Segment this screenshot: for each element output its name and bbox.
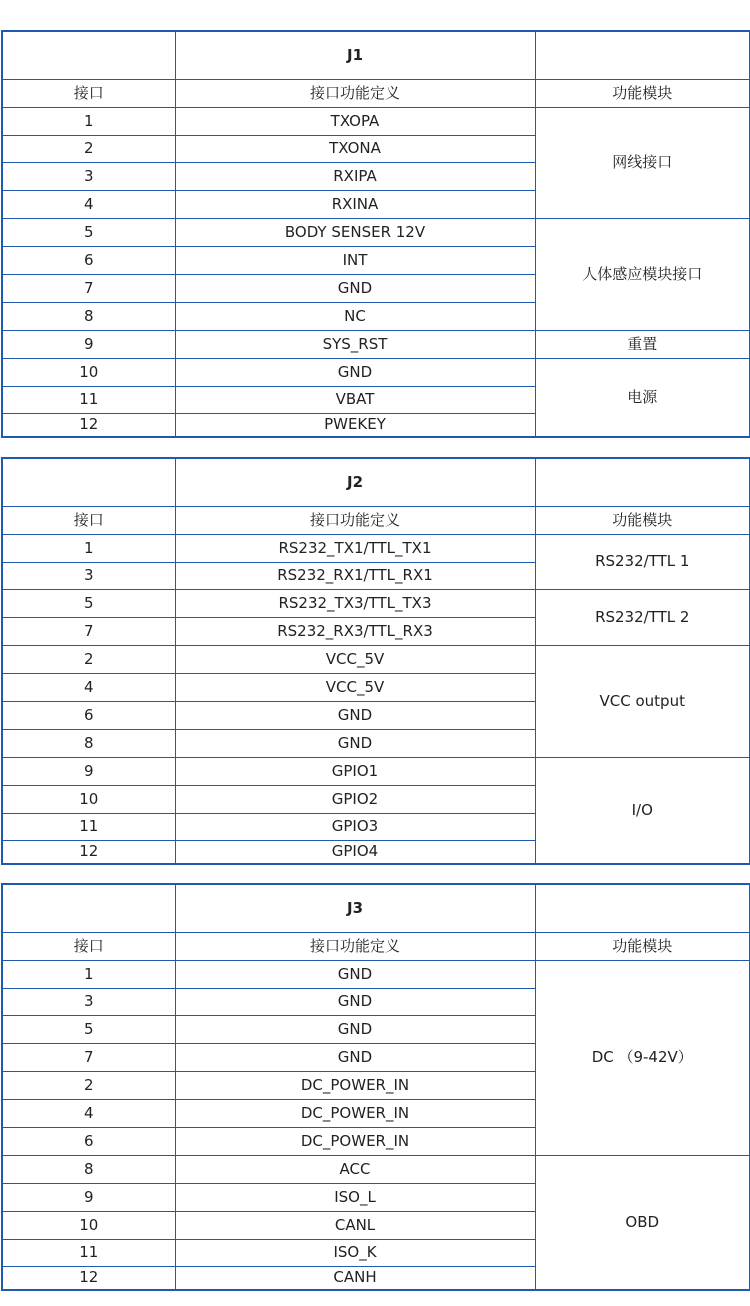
title-blank-cell <box>535 458 750 506</box>
pin-number: 8 <box>2 1155 175 1183</box>
pin-number: 12 <box>2 413 175 437</box>
header-pin: 接口 <box>2 932 175 960</box>
pin-number: 3 <box>2 988 175 1015</box>
pin-definition: GND <box>175 729 535 757</box>
header-pin: 接口 <box>2 506 175 534</box>
j3-pin-table <box>1 883 750 1291</box>
title-blank-cell <box>2 458 175 506</box>
pin-definition: NC <box>175 302 535 330</box>
pin-number: 5 <box>2 589 175 617</box>
pin-number: 11 <box>2 1239 175 1266</box>
pin-number: 1 <box>2 107 175 135</box>
pin-definition: VCC_5V <box>175 673 535 701</box>
pin-number: 11 <box>2 813 175 840</box>
pin-number: 12 <box>2 1266 175 1290</box>
module-cell: OBD <box>535 1155 750 1290</box>
pin-definition: TXOPA <box>175 107 535 135</box>
pin-definition: GND <box>175 274 535 302</box>
pin-definition: RS232_RX1/TTL_RX1 <box>175 562 535 589</box>
pin-number: 4 <box>2 190 175 218</box>
pin-definition: TXONA <box>175 135 535 162</box>
title-blank-cell <box>535 31 750 79</box>
pin-number: 8 <box>2 729 175 757</box>
pin-definition: GPIO3 <box>175 813 535 840</box>
module-cell: 人体感应模块接口 <box>535 218 750 330</box>
pin-definition: GND <box>175 960 535 988</box>
pin-number: 9 <box>2 757 175 785</box>
header-definition: 接口功能定义 <box>175 932 535 960</box>
pin-number: 5 <box>2 1015 175 1043</box>
pin-number: 10 <box>2 1211 175 1239</box>
pin-definition: ISO_L <box>175 1183 535 1211</box>
title-blank-cell <box>535 884 750 932</box>
header-module: 功能模块 <box>535 79 750 107</box>
module-cell: 电源 <box>535 358 750 437</box>
j1-pin-table <box>1 30 750 438</box>
title-blank-cell <box>2 884 175 932</box>
table-title: J2 <box>175 458 535 506</box>
pin-definition: SYS_RST <box>175 330 535 358</box>
header-module: 功能模块 <box>535 506 750 534</box>
pin-definition: VBAT <box>175 386 535 413</box>
pin-definition: DC_POWER_IN <box>175 1099 535 1127</box>
pin-definition: GND <box>175 701 535 729</box>
pin-definition: INT <box>175 246 535 274</box>
header-module: 功能模块 <box>535 932 750 960</box>
pin-number: 2 <box>2 135 175 162</box>
pin-definition: DC_POWER_IN <box>175 1071 535 1099</box>
pin-number: 6 <box>2 246 175 274</box>
pin-definition: RS232_TX1/TTL_TX1 <box>175 534 535 562</box>
pin-definition: GND <box>175 1015 535 1043</box>
pin-definition: ISO_K <box>175 1239 535 1266</box>
pin-definition: PWEKEY <box>175 413 535 437</box>
module-cell: RS232/TTL 1 <box>535 534 750 589</box>
module-cell: VCC output <box>535 645 750 757</box>
pin-number: 7 <box>2 617 175 645</box>
module-cell: I/O <box>535 757 750 864</box>
header-pin: 接口 <box>2 79 175 107</box>
title-blank-cell <box>2 31 175 79</box>
table-title: J3 <box>175 884 535 932</box>
pin-number: 9 <box>2 1183 175 1211</box>
header-definition: 接口功能定义 <box>175 79 535 107</box>
pin-number: 8 <box>2 302 175 330</box>
pin-definition: DC_POWER_IN <box>175 1127 535 1155</box>
pin-definition: RXINA <box>175 190 535 218</box>
pin-definition: BODY SENSER 12V <box>175 218 535 246</box>
pin-number: 6 <box>2 701 175 729</box>
pin-number: 12 <box>2 840 175 864</box>
pin-definition: ACC <box>175 1155 535 1183</box>
pin-number: 2 <box>2 1071 175 1099</box>
module-cell: DC （9-42V） <box>535 960 750 1155</box>
pin-number: 2 <box>2 645 175 673</box>
pin-number: 10 <box>2 358 175 386</box>
pin-number: 6 <box>2 1127 175 1155</box>
pin-number: 3 <box>2 562 175 589</box>
pin-number: 4 <box>2 1099 175 1127</box>
pin-definition: RS232_TX3/TTL_TX3 <box>175 589 535 617</box>
pin-number: 10 <box>2 785 175 813</box>
pin-definition: VCC_5V <box>175 645 535 673</box>
pin-number: 1 <box>2 534 175 562</box>
pin-definition: GND <box>175 1043 535 1071</box>
pin-definition: GPIO2 <box>175 785 535 813</box>
pin-definition: CANH <box>175 1266 535 1290</box>
j2-pin-table <box>1 457 750 865</box>
module-cell: 网线接口 <box>535 107 750 218</box>
pin-definition: GPIO4 <box>175 840 535 864</box>
pin-number: 7 <box>2 274 175 302</box>
pin-number: 7 <box>2 1043 175 1071</box>
pin-number: 11 <box>2 386 175 413</box>
pin-number: 3 <box>2 162 175 190</box>
pin-number: 1 <box>2 960 175 988</box>
header-definition: 接口功能定义 <box>175 506 535 534</box>
pin-number: 9 <box>2 330 175 358</box>
pin-definition: RS232_RX3/TTL_RX3 <box>175 617 535 645</box>
table-title: J1 <box>175 31 535 79</box>
pin-definition: GND <box>175 358 535 386</box>
pin-number: 5 <box>2 218 175 246</box>
pin-definition: CANL <box>175 1211 535 1239</box>
pin-definition: GND <box>175 988 535 1015</box>
module-cell: 重置 <box>535 330 750 358</box>
module-cell: RS232/TTL 2 <box>535 589 750 645</box>
pin-number: 4 <box>2 673 175 701</box>
pin-definition: RXIPA <box>175 162 535 190</box>
pin-definition: GPIO1 <box>175 757 535 785</box>
